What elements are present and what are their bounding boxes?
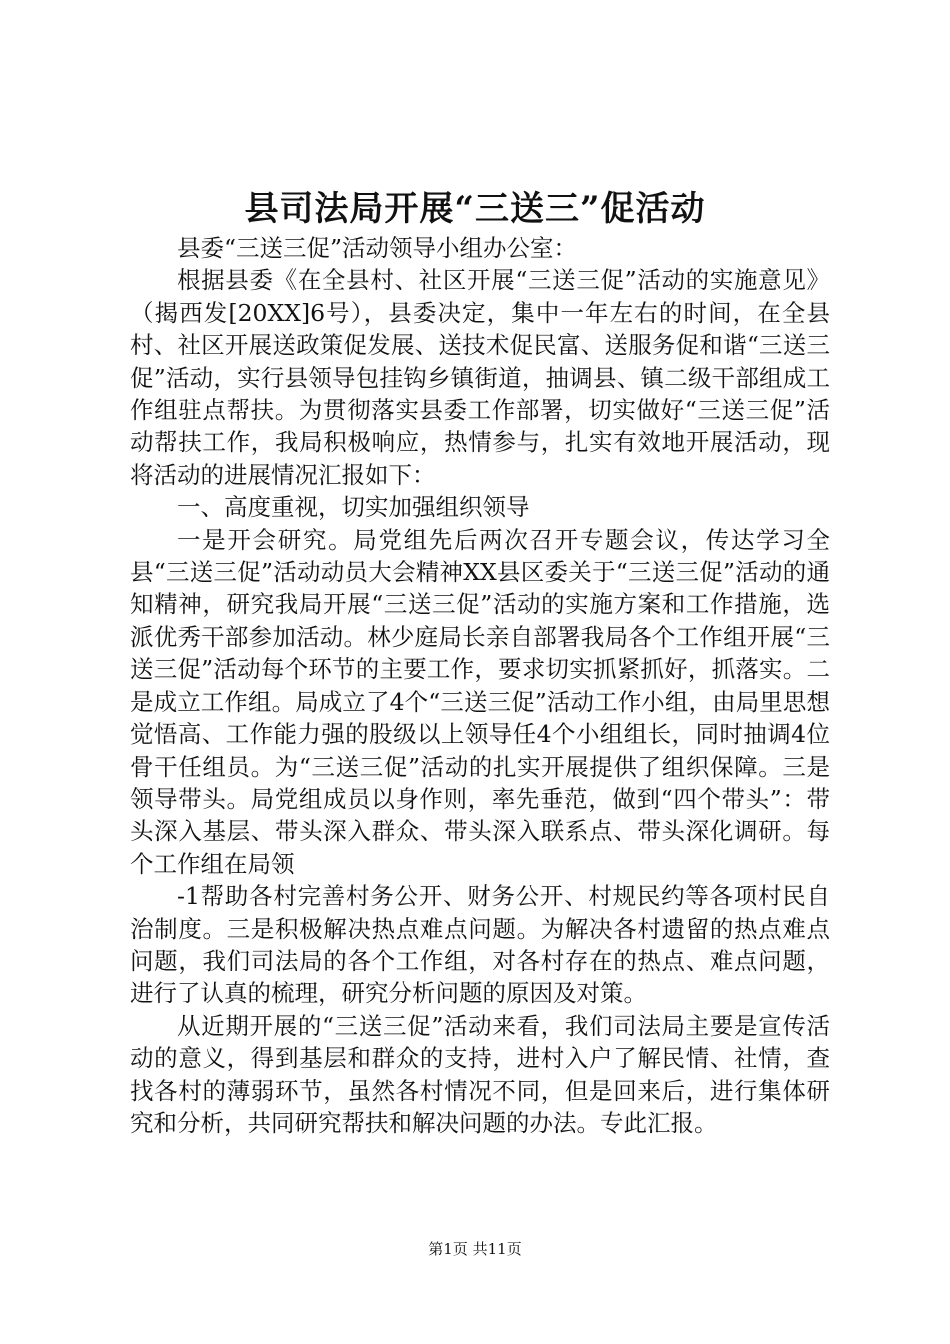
body-paragraph-intro: 根据县委《在全县村、社区开展“三送三促”活动的实施意见》（揭西发[20XX]6号），县委决定，集中一年左右的时间，在全县村、社区开展送政策促发展、送技术促民富、送服务促和谐“三送三促”活动，实行县领导包挂钩乡镇街道，抽调县、镇二级干部组成工作组驻点帮扶。为贯彻落实县委工作部署，切实做好“三送三促”活动帮扶工作，我局积极响应，热情参与，扎实有效地开展活动，现将活动的进展情况汇报如下： (130, 266, 830, 489)
body-paragraph-organization: 一是开会研究。局党组先后两次召开专题会议，传达学习全县“三送三促”活动动员大会精神XX县区委关于“三送三促”活动的通知精神，研究我局开展“三送三促”活动的实施方案和工作措施，选派优秀干部参加活动。林少庭局长亲自部署我局各个工作组开展“三送三促”活动每个环节的主要工作，要求切实抓紧抓好，抓落实。二是成立工作组。局成立了4个“三送三促”活动工作小组，由局里思想觉悟高、工作能力强的股级以上领导任4个小组组长，同时抽调4位骨干任组员。为“三送三促”活动的扎实开展提供了组织保障。三是领导带头。局党组成员以身作则，率先垂范，做到“四个带头”：带头深入基层、带头深入群众、带头深入联系点、带头深化调研。每个工作组在局领 (130, 525, 830, 878)
body-paragraph-fragment: -1帮助各村完善村务公开、财务公开、村规民约等各项村民自治制度。三是积极解决热点难点问题。为解决各村遗留的热点难点问题，我们司法局的各个工作组，对各村存在的热点、难点问题，进行了认真的梳理，研究分析问题的原因及对策。 (130, 882, 830, 1008)
document-body (130, 232, 830, 1139)
addressee-line: 县委“三送三促”活动领导小组办公室： (177, 234, 578, 262)
section-heading: 一、高度重视，切实加强组织领导 (177, 493, 530, 522)
document-title: 县司法局开展“三送三”促活动 (244, 189, 706, 229)
body-paragraph-conclusion: 从近期开展的“三送三促”活动来看，我们司法局主要是宣传活动的意义，得到基层和群众的支持，进村入户了解民情、社情，查找各村的薄弱环节，虽然各村情况不同，但是回来后，进行集体研究和分析，共同研究帮扶和解决问题的办法。专此汇报。 (130, 1011, 830, 1137)
page-number-footer: 第1页 共11页 (428, 1240, 522, 1258)
